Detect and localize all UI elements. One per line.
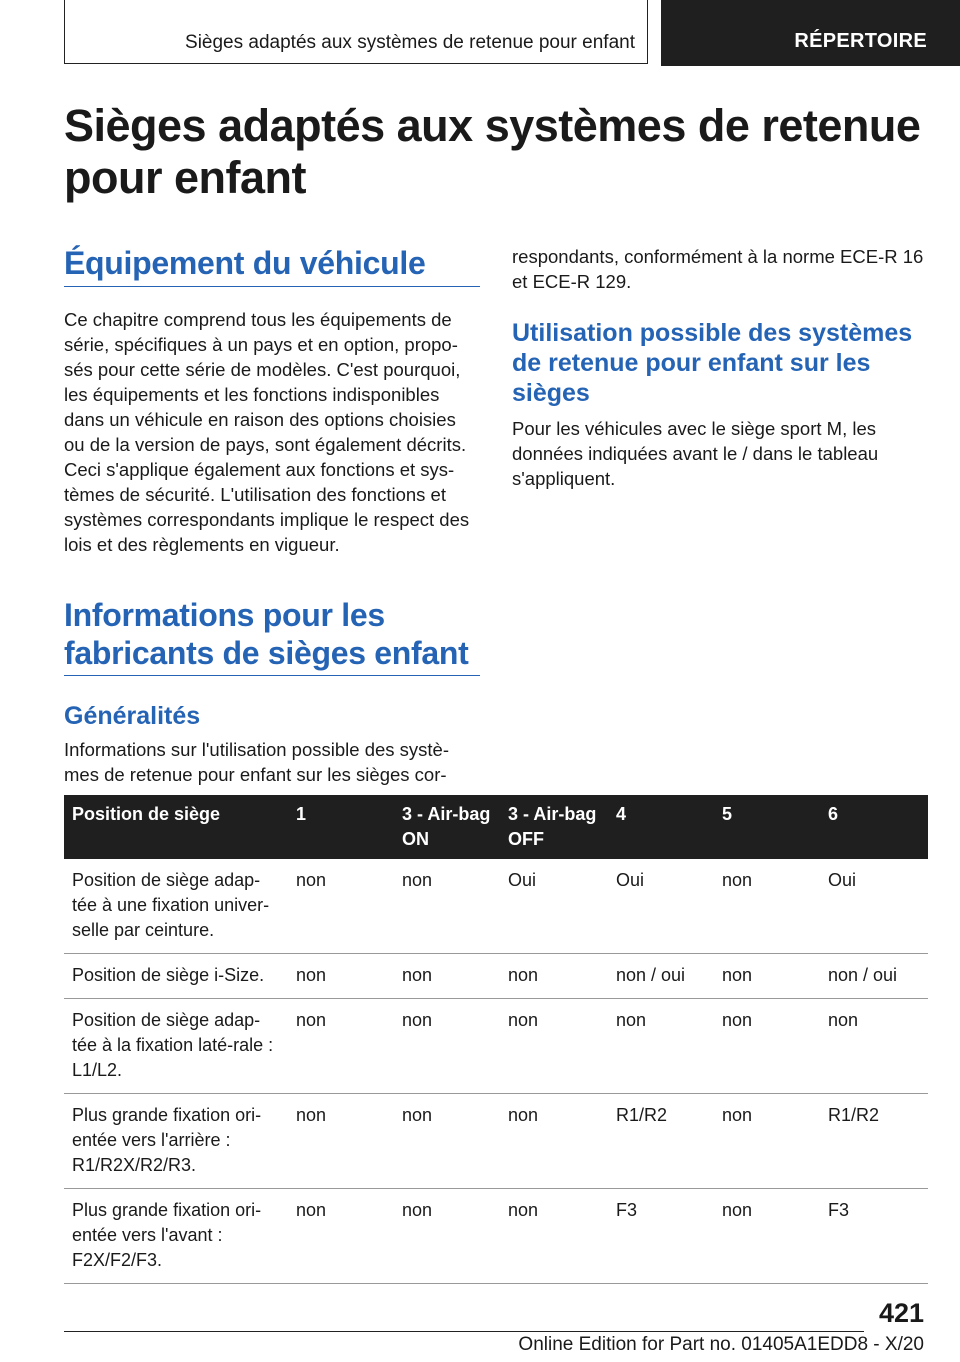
table-cell: R1/R2	[820, 1094, 928, 1189]
table-row	[64, 1094, 928, 1189]
table-cell: Plus grande fixation ori-entée vers l'arrière : R1/R2X/R2/R3.	[64, 1094, 288, 1189]
table-cell: non	[394, 1094, 500, 1189]
table-row	[64, 859, 928, 954]
table-cell: non	[394, 999, 500, 1094]
table-cell: non	[288, 1189, 394, 1284]
table-row	[64, 1189, 928, 1284]
table-cell: non	[500, 1094, 608, 1189]
table-cell: F3	[820, 1189, 928, 1284]
repertoire-tab-label: RÉPERTOIRE	[794, 30, 927, 52]
table-cell: non / oui	[608, 954, 714, 999]
table-cell: non	[714, 954, 820, 999]
table-cell: non / oui	[820, 954, 928, 999]
table-cell: Position de siège adap-tée à la fixation laté-rale : L1/L2.	[64, 999, 288, 1094]
table-cell: non	[394, 859, 500, 954]
table-cell: non	[714, 999, 820, 1094]
table-cell: Position de siège i-Size.	[64, 954, 288, 999]
table-header-cell: 3 - Air-bag OFF	[508, 804, 597, 849]
table-cell: Oui	[500, 859, 608, 954]
table-cell: non	[394, 954, 500, 999]
seat-compatibility-table	[64, 795, 928, 1284]
table-cell: non	[394, 1189, 500, 1284]
generalites-paragraph: Informations sur l'utilisation possible des systè-mes de retenue pour enfant sur les sièges cor-	[64, 739, 450, 785]
repertoire-tab[interactable]	[661, 0, 960, 66]
table-row	[64, 954, 928, 999]
table-cell: non	[500, 1189, 608, 1284]
utilisation-paragraph: Pour les véhicules avec le siège sport M, les données indiquées avant le / dans le tableau s'appliquent.	[512, 418, 879, 489]
page-number: 421	[878, 1298, 924, 1328]
table-header-cell: 1	[296, 804, 307, 824]
table-cell: non	[500, 954, 608, 999]
table-cell: Plus grande fixation ori-entée vers l'avant : F2X/F2/F3.	[64, 1189, 288, 1284]
table-header-cell: 4	[616, 804, 627, 824]
table-cell: non	[714, 859, 820, 954]
table-cell: non	[288, 954, 394, 999]
table-cell: Oui	[608, 859, 714, 954]
section-divider	[64, 675, 480, 676]
section-heading-equipement: Équipement du véhicule	[64, 245, 426, 281]
table-header-cell: 3 - Air-bag ON	[402, 804, 491, 849]
footer-edition: Online Edition for Part no. 01405A1EDD8 - X/20	[518, 1334, 924, 1355]
page-title: Sièges adaptés aux systèmes de retenue pour enfant	[64, 100, 921, 203]
equipement-paragraph: Ce chapitre comprend tous les équipements de série, spécifiques à un pays et en option, propo-sés pour cette série de modèles. C'est pourquoi, les équipements et les fonctions indisponibles dans un véhicule en raison des options choisies ou de la version de pays, sont également décrits. Ceci s'applique également aux fonctions et sys-tèmes de sécurité. L'utilisation des fonctions et systèmes correspondants implique le respect des lois et des règlements en vigueur.	[64, 309, 470, 555]
table-cell: non	[714, 1094, 820, 1189]
section-divider	[64, 286, 480, 287]
table-header-cell: Position de siège	[72, 804, 221, 824]
footer-divider	[64, 1331, 864, 1332]
header-title: Sièges adaptés aux systèmes de retenue pour enfant	[185, 32, 635, 53]
table-cell: non	[714, 1189, 820, 1284]
table-header-row	[64, 795, 928, 859]
table-cell: non	[288, 999, 394, 1094]
table-cell: Oui	[820, 859, 928, 954]
table-row	[64, 999, 928, 1094]
table-cell: non	[820, 999, 928, 1094]
subheading-utilisation: Utilisation possible des systèmes de retenue pour enfant sur les sièges	[512, 319, 913, 407]
table-header-cell: 5	[722, 804, 733, 824]
table-header-cell: 6	[828, 804, 839, 824]
table-cell: F3	[608, 1189, 714, 1284]
table-cell: non	[608, 999, 714, 1094]
table-cell: Position de siège adap-tée à une fixation univer-selle par ceinture.	[64, 859, 288, 954]
table-cell: R1/R2	[608, 1094, 714, 1189]
table-cell: non	[288, 859, 394, 954]
section-heading-informations: Informations pour les fabricants de sièges enfant	[64, 597, 469, 671]
generalites-paragraph-continued: respondants, conformément à la norme ECE-R 16 et ECE-R 129.	[512, 246, 924, 292]
subheading-generalites: Généralités	[64, 702, 201, 730]
table-cell: non	[288, 1094, 394, 1189]
table-cell: non	[500, 999, 608, 1094]
header-bar	[64, 0, 648, 64]
